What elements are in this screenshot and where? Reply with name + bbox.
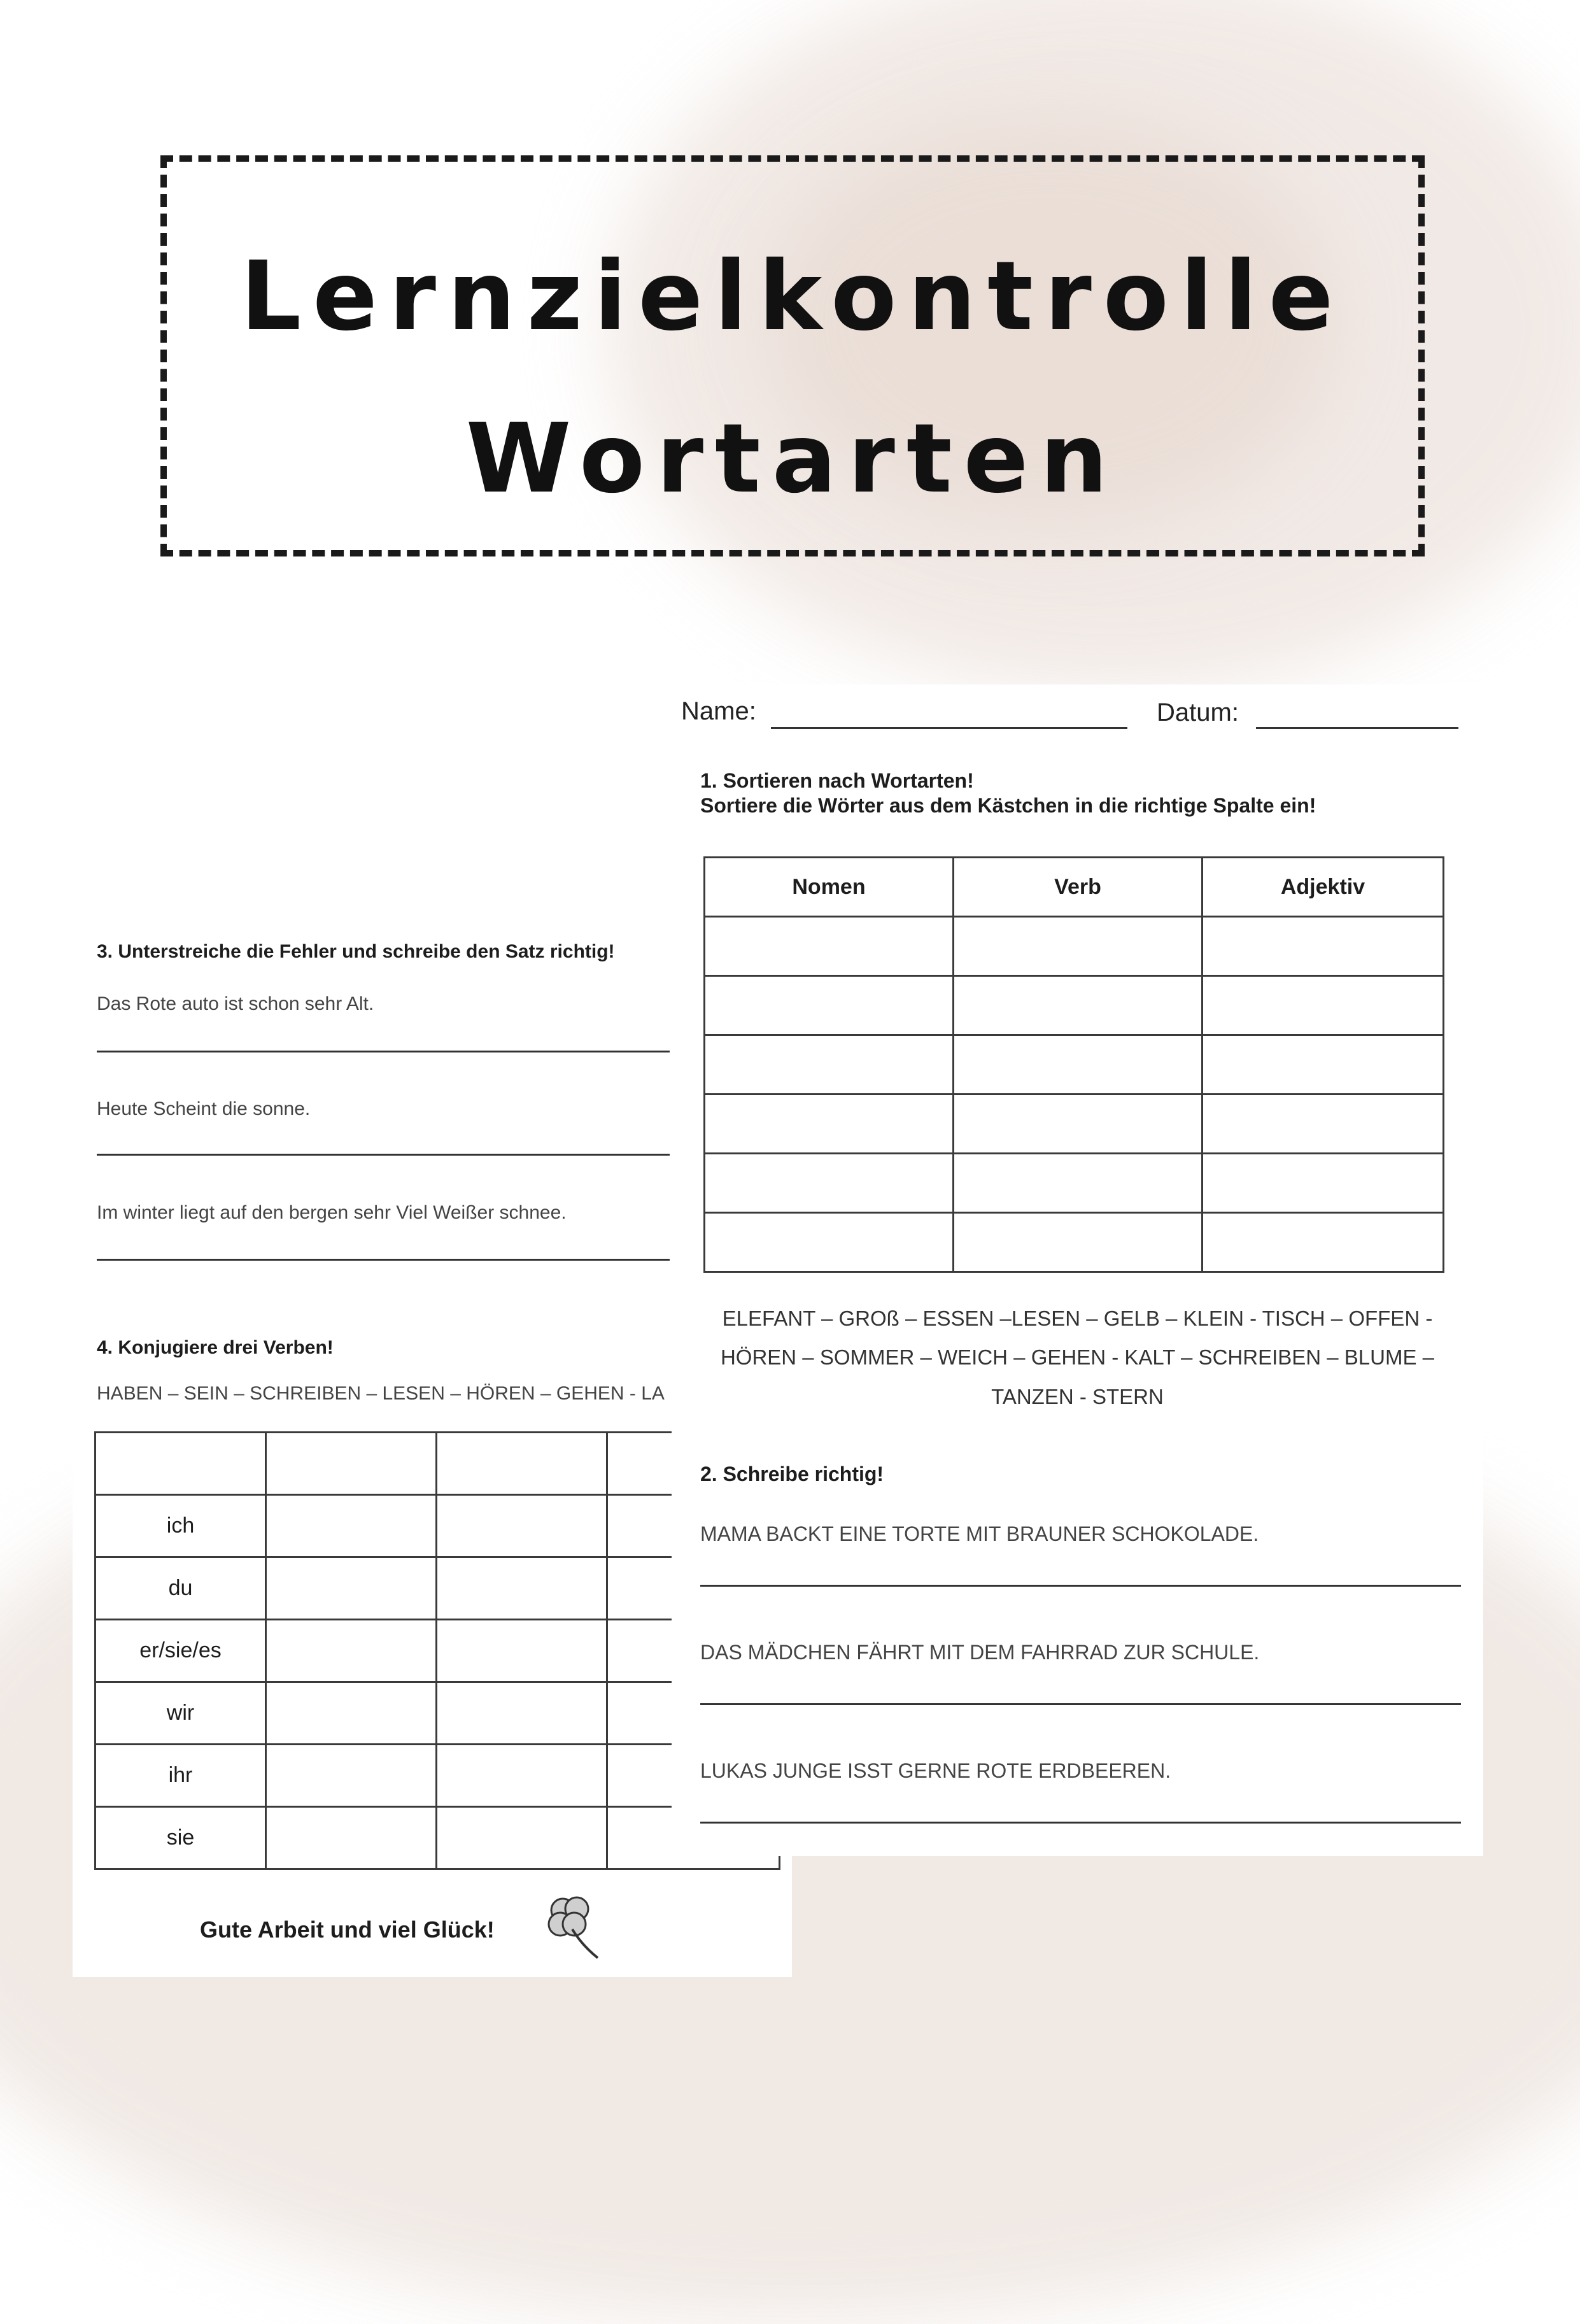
- table-cell: [705, 917, 954, 976]
- table-cell: [1203, 1035, 1444, 1095]
- task4-verbs: HABEN – SEIN – SCHREIBEN – LESEN – HÖREN – GEHEN - LA: [97, 1383, 665, 1404]
- pronoun-cell: du: [95, 1557, 266, 1620]
- table-cell: [437, 1433, 607, 1495]
- table-row: [705, 1213, 1444, 1272]
- task1-instruction: Sortiere die Wörter aus dem Kästchen in die richtige Spalte ein!: [700, 794, 1316, 817]
- answer-line: [700, 1822, 1461, 1824]
- task3-heading: 3. Unterstreiche die Fehler und schreibe den Satz richtig!: [97, 941, 615, 962]
- answer-line: [700, 1585, 1461, 1587]
- table-cell: [1203, 976, 1444, 1035]
- table-cell: [437, 1807, 607, 1869]
- table-cell: [1203, 1213, 1444, 1272]
- name-label: Name:: [681, 697, 756, 725]
- table-cell: [437, 1682, 607, 1745]
- clover-icon: [537, 1891, 607, 1961]
- table-cell: [266, 1807, 437, 1869]
- table-row: [705, 1154, 1444, 1213]
- task4-heading: 4. Konjugiere drei Verben!: [97, 1337, 334, 1358]
- table-cell: [954, 1154, 1203, 1213]
- table-row: [705, 1095, 1444, 1154]
- table-cell: [705, 976, 954, 1035]
- pronoun-cell: sie: [95, 1807, 266, 1869]
- date-label: Datum:: [1157, 698, 1239, 726]
- column-header-verb: Verb: [954, 858, 1203, 917]
- table-cell: [266, 1495, 437, 1557]
- table-cell: [266, 1557, 437, 1620]
- title-line-2: Wortarten: [465, 404, 1120, 514]
- table-cell: [437, 1620, 607, 1682]
- table-header-row: [705, 858, 1444, 917]
- table-cell: [954, 1095, 1203, 1154]
- answer-line: [97, 1154, 670, 1156]
- table-cell: [437, 1557, 607, 1620]
- table-cell: [954, 917, 1203, 976]
- word-list-line-2: HÖREN – SOMMER – WEICH – GEHEN - KALT – SCHREIBEN – BLUME –: [720, 1345, 1435, 1369]
- task2-sentence-2: DAS MÄDCHEN FÄHRT MIT DEM FAHRRAD ZUR SCHULE.: [700, 1641, 1260, 1664]
- task3-sentence-1: Das Rote auto ist schon sehr Alt.: [97, 993, 374, 1014]
- table-cell: [705, 1213, 954, 1272]
- title-box: [160, 155, 1425, 556]
- table-row: [705, 976, 1444, 1035]
- column-header-adjektiv: Adjektiv: [1203, 858, 1444, 917]
- task2-sentence-1: MAMA BACKT EINE TORTE MIT BRAUNER SCHOKOLADE.: [700, 1522, 1259, 1545]
- pronoun-cell: wir: [95, 1682, 266, 1745]
- footer-text: Gute Arbeit und viel Glück!: [200, 1917, 495, 1943]
- table-cell: [266, 1433, 437, 1495]
- table-cell: [1203, 1154, 1444, 1213]
- column-header-nomen: Nomen: [705, 858, 954, 917]
- answer-line: [97, 1259, 670, 1261]
- table-row: [705, 917, 1444, 976]
- answer-line: [700, 1703, 1461, 1705]
- table-cell: [266, 1745, 437, 1807]
- table-cell: [437, 1745, 607, 1807]
- task1-heading: 1. Sortieren nach Wortarten!: [700, 769, 974, 792]
- word-sort-table: [703, 856, 1444, 1273]
- table-cell: [954, 976, 1203, 1035]
- pronoun-cell: ihr: [95, 1745, 266, 1807]
- table-row: [705, 1035, 1444, 1095]
- table-cell: [705, 1154, 954, 1213]
- task3-sentence-3: Im winter liegt auf den bergen sehr Viel Weißer schnee.: [97, 1202, 567, 1223]
- table-cell: [266, 1620, 437, 1682]
- name-field-line[interactable]: [771, 727, 1127, 729]
- date-field-line[interactable]: [1256, 727, 1458, 729]
- table-cell: [266, 1682, 437, 1745]
- table-cell: [1203, 917, 1444, 976]
- table-cell: [705, 1095, 954, 1154]
- table-cell: [954, 1035, 1203, 1095]
- table-cell: [95, 1433, 266, 1495]
- task3-sentence-2: Heute Scheint die sonne.: [97, 1098, 311, 1119]
- word-list-line-1: ELEFANT – GROß – ESSEN –LESEN – GELB – KLEIN - TISCH – OFFEN -: [722, 1307, 1433, 1330]
- table-cell: [705, 1035, 954, 1095]
- table-cell: [954, 1213, 1203, 1272]
- task2-sentence-3: LUKAS JUNGE ISST GERNE ROTE ERDBEEREN.: [700, 1759, 1171, 1782]
- answer-line: [97, 1051, 670, 1052]
- table-cell: [1203, 1095, 1444, 1154]
- pronoun-cell: ich: [95, 1495, 266, 1557]
- task2-heading: 2. Schreibe richtig!: [700, 1463, 884, 1485]
- table-cell: [437, 1495, 607, 1557]
- pronoun-cell: er/sie/es: [95, 1620, 266, 1682]
- word-list-line-3: TANZEN - STERN: [991, 1385, 1164, 1408]
- worksheet-right: [672, 684, 1483, 1856]
- title-line-1: Lernzielkontrolle: [240, 241, 1345, 352]
